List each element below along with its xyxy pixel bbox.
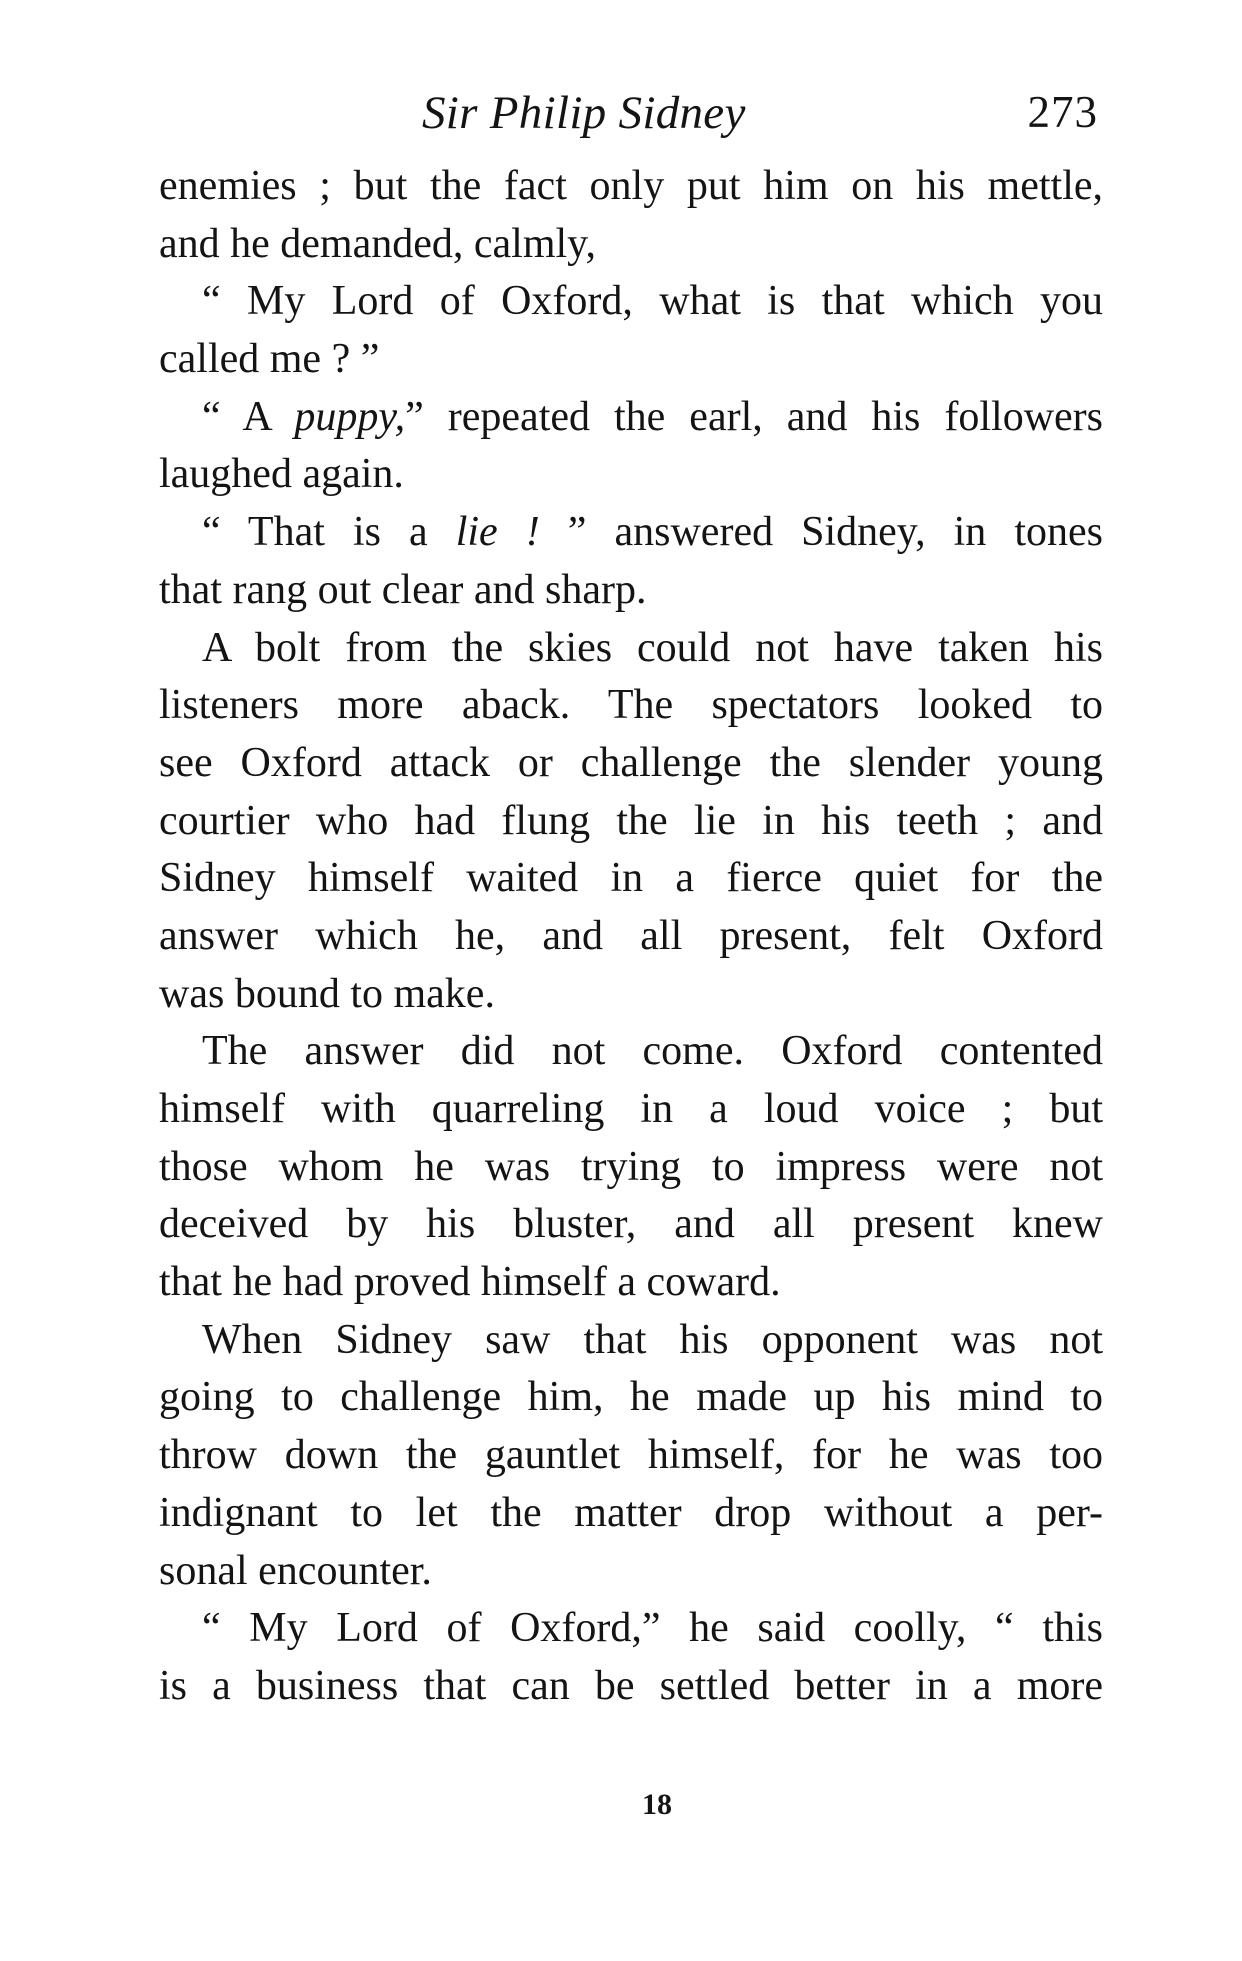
signature-mark: 18 <box>642 1788 672 1821</box>
text-line: The answer did not come. Oxford contented <box>202 1028 1103 1075</box>
text-line: that he had proved himself a coward. <box>159 1259 781 1306</box>
running-title: Sir Philip Sidney <box>422 87 746 139</box>
running-head <box>160 86 1100 156</box>
page-number: 273 <box>1027 87 1098 137</box>
text-line: “ My Lord of Oxford, what is that which you <box>202 278 1103 325</box>
text-line: Sidney himself waited in a fierce quiet for the <box>159 855 1103 902</box>
text-line: “ A puppy,” repeated the earl, and his followers <box>202 393 1103 440</box>
text-line: was bound to make. <box>159 970 495 1017</box>
text-line: indignant to let the matter drop without a per- <box>159 1489 1103 1536</box>
text-line: those whom he was trying to impress were not <box>159 1143 1103 1190</box>
text-line: see Oxford attack or challenge the slender young <box>159 739 1103 786</box>
text-line: answer which he, and all present, felt Oxford <box>159 912 1103 959</box>
text-line: “ That is a lie ! ” answered Sidney, in tones <box>202 509 1104 556</box>
text-line: going to challenge him, he made up his mind to <box>159 1374 1103 1421</box>
text-line: A bolt from the skies could not have taken his <box>202 624 1103 671</box>
text-line: is a business that can be settled better in a more <box>159 1662 1103 1709</box>
text-line: courtier who had flung the lie in his teeth ; and <box>159 797 1103 844</box>
body-text <box>159 158 1103 1716</box>
text-line: listeners more aback. The spectators looked to <box>159 682 1103 729</box>
text-line: enemies ; but the fact only put him on his mettle, <box>159 163 1103 209</box>
text-line: called me ? ” <box>159 336 380 383</box>
text-line: himself with quarreling in a loud voice ; but <box>159 1086 1103 1132</box>
text-line: throw down the gauntlet himself, for he was too <box>159 1432 1103 1479</box>
text-line: deceived by his bluster, and all present knew <box>159 1201 1103 1248</box>
text-line: When Sidney saw that his opponent was not <box>202 1316 1103 1363</box>
text-line: “ My Lord of Oxford,” he said coolly, “ this <box>202 1605 1103 1652</box>
text-line: laughed again. <box>159 451 404 498</box>
text-line: and he demanded, calmly, <box>159 220 596 267</box>
text-line: sonal encounter. <box>159 1547 432 1594</box>
text-line: that rang out clear and sharp. <box>159 566 647 613</box>
